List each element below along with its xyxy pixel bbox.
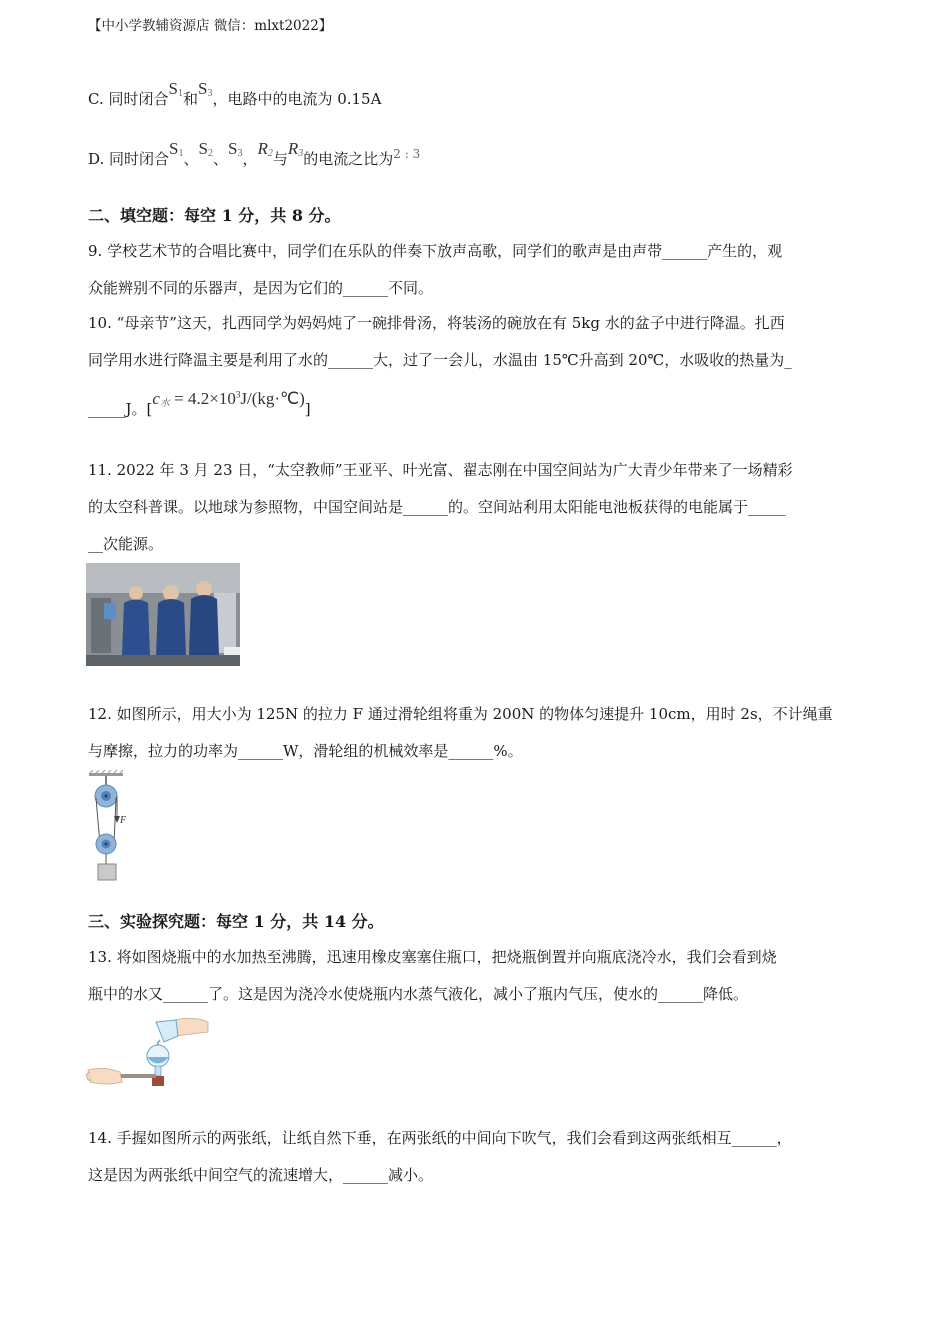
switch-s1: $S_1$ <box>168 79 183 99</box>
q13-line-2: 瓶中的水又______了。这是因为浇冷水使烧瓶内水蒸气液化，减小了瓶内气压，使水的______降低。 <box>88 985 749 1003</box>
switch-s3: $S_3$ <box>228 139 243 159</box>
q11-line-1: 11. 2022 年 3 月 23 日，“太空教师”王亚平、叶光富、翟志刚在中国空间站为广大青少年带来了一场精彩 <box>88 461 793 479</box>
section-fill-in: 二、填空题：每空 1 分，共 8 分。 <box>88 206 341 225</box>
option-c: C. 同时闭合$S_1$和$S_3$，电路中的电流为 0.15A <box>88 79 382 108</box>
q10-line-2: 同学用水进行降温主要是利用了水的______大，过了一会儿，水温由 15℃升高到 20℃，水吸收的热量为_ <box>88 351 792 369</box>
pulley-diagram <box>86 770 136 882</box>
q13-line-1: 13. 将如图烧瓶中的水加热至沸腾，迅速用橡皮塞塞住瓶口，把烧瓶倒置并向瓶底浇冷水，我们会看到烧 <box>88 948 777 966</box>
current-ratio: 2 : 3 <box>393 147 421 161</box>
q14-line-1: 14. 手握如图所示的两张纸，让纸自然下垂，在两张纸的中间向下吹气，我们会看到这两张纸相互______， <box>88 1129 792 1147</box>
q12-line-1: 12. 如图所示，用大小为 125N 的拉力 F 通过滑轮组将重为 200N 的物体匀速提升 10cm，用时 2s，不计绳重 <box>88 705 833 723</box>
q11-line-2: 的太空科普课。以地球为参照物，中国空间站是______的。空间站利用太阳能电池板获得的电能属于_____ <box>88 498 786 516</box>
switch-s2: $S_2$ <box>198 139 213 159</box>
q12-line-2: 与摩擦，拉力的功率为______W，滑轮组的机械效率是______%。 <box>88 742 523 760</box>
q10-line-1: 10. “母亲节”这天，扎西同学为妈妈炖了一碗排骨汤，将装汤的碗放在有 5kg 水的盆子中进行降温。扎西 <box>88 314 785 332</box>
q9-line-2: 众能辨别不同的乐器声，是因为它们的______不同。 <box>88 279 434 297</box>
space-station-photo <box>86 563 240 666</box>
resistor-r3: $R_3$ <box>287 139 304 159</box>
specific-heat-symbol: $c_水$ <box>152 389 170 409</box>
q10-line-3: _____J。[$c_水$ = $4.2\times 10^3J/(kg\cdot℃)$] <box>88 389 311 418</box>
inverted-flask-illustration <box>86 1014 210 1092</box>
q9-line-1: 9. 学校艺术节的合唱比赛中，同学们在乐队的伴奏下放声高歌，同学们的歌声是由声带______产生的，观 <box>88 242 783 260</box>
section-experiment: 三、实验探究题：每空 1 分，共 14 分。 <box>88 912 384 931</box>
switch-s1: $S_1$ <box>169 139 184 159</box>
specific-heat-value: = $4.2\times 10^3J/(kg\cdot℃)$ <box>174 389 305 408</box>
q14-line-2: 这是因为两张纸中间空气的流速增大，______减小。 <box>88 1166 434 1184</box>
switch-s3: $S_3$ <box>197 79 213 99</box>
resistor-r2: $R_2$ <box>257 139 273 159</box>
page-header: 【中小学教辅资源店 微信：mlxt2022】 <box>88 18 333 34</box>
force-label: F <box>120 815 127 826</box>
option-d: D. 同时闭合$S_1$、$S_2$、$S_3$，$R_2$与$R_3$的电流之比为$^{2 : 3}$ <box>88 139 421 168</box>
q11-line-3: __次能源。 <box>88 535 164 553</box>
